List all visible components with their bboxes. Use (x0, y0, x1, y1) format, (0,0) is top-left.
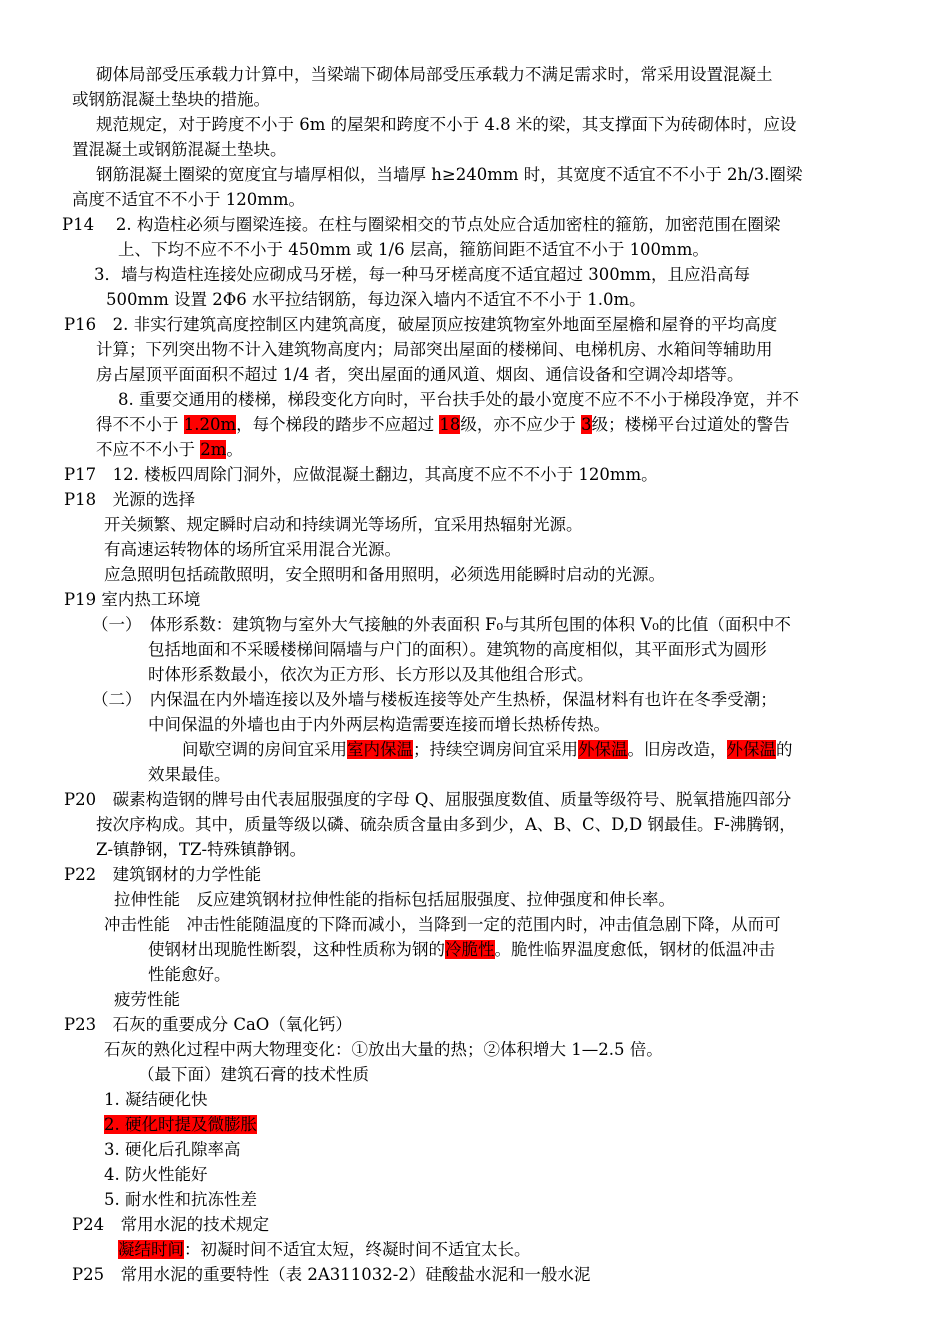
text-segment: P24 常用水泥的技术规定 (72, 1215, 270, 1234)
text-line (104, 1188, 257, 1212)
text-line (106, 288, 646, 312)
text-line (72, 138, 287, 162)
text-line (64, 313, 777, 337)
highlighted-text: 外保温 (578, 740, 628, 759)
text-segment: 中间保温的外墙也由于内外两层构造需要连接而增长热桥传热。 (148, 715, 610, 734)
text-segment: 3．墙与构造柱连接处应砌成马牙槎，每一种马牙槎高度不适宜超过 300mm，且应沿高每 (94, 265, 751, 284)
text-line (62, 213, 780, 237)
text-segment: 冲击性能 冲击性能随温度的下降而减小，当降到一定的范围内时，冲击值急剧下降，从而可 (104, 915, 781, 934)
text-line (104, 1038, 663, 1062)
text-line (118, 388, 799, 412)
text-segment: P18 光源的选择 (64, 490, 196, 509)
text-segment: 。 (226, 440, 243, 459)
text-segment: P20 碳素构造钢的牌号由代表屈服强度的字母 Q、屈服强度数值、质量等级符号、脱氧措施四部分 (64, 790, 792, 809)
text-line (64, 788, 791, 812)
text-line (114, 988, 180, 1012)
text-segment: 房占屋顶平面面积不超过 1/4 者，突出屋面的通风道、烟囱、通信设备和空调冷却塔等。 (96, 365, 744, 384)
text-segment: 得不不小于 (96, 415, 184, 434)
text-line (104, 1163, 208, 1187)
highlighted-text: 18 (439, 415, 461, 434)
text-segment: 或钢筋混凝土垫块的措施。 (72, 90, 270, 109)
highlighted-text: 外保温 (726, 740, 776, 759)
text-segment: 石灰的熟化过程中两大物理变化：①放出大量的热；②体积增大 1—2.5 倍。 (104, 1040, 663, 1059)
text-segment: P25 常用水泥的重要特性（表 2A311032-2）硅酸盐水泥和一般水泥 (72, 1265, 591, 1284)
text-line (96, 438, 243, 462)
text-line (138, 1063, 369, 1087)
text-segment: 间歇空调的房间宜采用 (182, 740, 347, 759)
text-segment: 拉伸性能 反应建筑钢材拉伸性能的指标包括屈服强度、拉伸强度和伸长率。 (114, 890, 675, 909)
text-line (92, 613, 791, 637)
text-segment: 3. 硬化后孔隙率高 (104, 1140, 241, 1159)
text-line (96, 838, 306, 862)
highlighted-text: 凝结时间 (118, 1240, 184, 1259)
text-line (64, 1013, 352, 1037)
text-line (118, 238, 709, 262)
text-line (96, 63, 773, 87)
text-line (96, 163, 802, 187)
text-line (72, 188, 305, 212)
text-line (148, 713, 610, 737)
text-line (64, 588, 200, 612)
text-line (104, 513, 583, 537)
highlighted-text: 3 (581, 415, 592, 434)
text-segment: 1. 凝结硬化快 (104, 1090, 208, 1109)
text-segment: Z-镇静钢，TZ-特殊镇静钢。 (96, 840, 307, 859)
text-segment: 高度不适宜不不小于 120mm。 (72, 190, 306, 209)
text-line (96, 113, 796, 137)
text-segment: 按次序构成。其中，质量等级以磷、硫杂质含量由多到少，A、B、C、D,D 钢最佳。F-沸腾钢， (96, 815, 796, 834)
text-segment: ：初凝时间不适宜太短，终凝时间不适宜太长。 (184, 1240, 531, 1259)
highlighted-text: 室内保温 (347, 740, 413, 759)
text-segment: 4. 防火性能好 (104, 1165, 208, 1184)
text-segment: 500mm 设置 2Φ6 水平拉结钢筋，每边深入墙内不适宜不不小于 1.0m。 (106, 290, 646, 309)
text-line (104, 538, 401, 562)
text-line (104, 1088, 208, 1112)
text-segment: 置混凝土或钢筋混凝土垫块。 (72, 140, 287, 159)
text-segment: 不应不不小于 (96, 440, 201, 459)
text-segment: 的 (776, 740, 793, 759)
text-segment: 效果最佳。 (148, 765, 231, 784)
text-line (148, 663, 594, 687)
text-segment: P23 石灰的重要成分 CaO（氧化钙） (64, 1015, 352, 1034)
text-segment: 5. 耐水性和抗冻性差 (104, 1190, 257, 1209)
text-line (148, 638, 767, 662)
text-line (72, 1263, 590, 1287)
text-segment: 开关频繁、规定瞬时启动和持续调光等场所，宜采用热辐射光源。 (104, 515, 583, 534)
text-segment: 计算；下列突出物不计入建筑物高度内；局部突出屋面的楼梯间、电梯机房、水箱间等辅助用 (96, 340, 773, 359)
text-segment: 包括地面和不采暖楼梯间隔墙与户门的面积）。建筑物的高度相似，其平面形式为圆形 (148, 640, 767, 659)
text-line (94, 263, 750, 287)
text-segment: 钢筋混凝土圈梁的宽度宜与墙厚相似，当墙厚 h≥240mm 时，其宽度不适宜不不小于 2h/3.圈梁 (96, 165, 803, 184)
text-segment: 应急照明包括疏散照明，安全照明和备用照明，必须选用能瞬时启动的光源。 (104, 565, 665, 584)
text-line (96, 813, 796, 837)
text-segment: 疲劳性能 (114, 990, 180, 1009)
text-line (64, 863, 261, 887)
text-segment: （最下面）建筑石膏的技术性质 (138, 1065, 369, 1084)
text-line (104, 1138, 241, 1162)
text-segment: 时体形系数最小，依次为正方形、长方形以及其他组合形式。 (148, 665, 594, 684)
text-line (96, 413, 790, 437)
text-segment: 规范规定，对于跨度不小于 6m 的屋架和跨度不小于 4.8 米的梁，其支撑面下为砖砌体时，应设 (96, 115, 797, 134)
text-line (104, 1113, 257, 1137)
text-segment: 8. 重要交通用的楼梯，梯段变化方向时，平台扶手处的最小宽度不应不不小于梯段净宽，并不 (118, 390, 799, 409)
text-segment: P17 12. 楼板四周除门洞外，应做混凝土翻边，其高度不应不不小于 120mm。 (64, 465, 658, 484)
text-line (148, 963, 231, 987)
text-line (72, 1213, 269, 1237)
text-line (182, 738, 793, 762)
highlighted-text: 1.20m (183, 415, 237, 434)
text-line (64, 488, 195, 512)
text-segment: P22 建筑钢材的力学性能 (64, 865, 262, 884)
text-line (148, 763, 231, 787)
highlighted-text: 冷脆性 (445, 940, 495, 959)
text-segment: 有高速运转物体的场所宜采用混合光源。 (104, 540, 401, 559)
text-line (148, 938, 775, 962)
text-line (64, 463, 658, 487)
text-segment: 。旧房改造， (627, 740, 727, 759)
text-segment: 使钢材出现脆性断裂，这种性质称为钢的 (148, 940, 445, 959)
text-segment: P14 2. 构造柱必须与圈梁连接。在柱与圈梁相交的节点处应合适加密柱的箍筋，加密范围在圈梁 (62, 215, 781, 234)
text-segment: 性能愈好。 (148, 965, 231, 984)
text-segment: （二） 内保温在内外墙连接以及外墙与楼板连接等处产生热桥，保温材料有也许在冬季受潮； (92, 690, 777, 709)
text-line (96, 363, 744, 387)
text-segment: 砌体局部受压承载力计算中，当梁端下砌体局部受压承载力不满足需求时，常采用设置混凝土 (96, 65, 773, 84)
text-segment: 级；楼梯平台过道处的警告 (591, 415, 790, 434)
highlighted-text: 2m (200, 440, 227, 459)
text-line (104, 563, 665, 587)
text-segment: （一） 体形系数：建筑物与室外大气接触的外表面积 F₀与其所包围的体积 V₀的比值（面积中不 (92, 615, 791, 634)
highlighted-text: 2. 硬化时提及微膨胀 (104, 1115, 257, 1134)
text-line (118, 1238, 531, 1262)
text-segment: ；持续空调房间宜采用 (413, 740, 578, 759)
text-segment: 。脆性临界温度愈低，钢材的低温冲击 (494, 940, 775, 959)
text-line (104, 913, 781, 937)
text-segment: 级，亦不应少于 (460, 415, 582, 434)
text-line (92, 688, 777, 712)
text-line (114, 888, 675, 912)
text-segment: 上、下均不应不不小于 450mm 或 1/6 层高，箍筋间距不适宜不小于 100mm。 (118, 240, 709, 259)
text-line (96, 338, 773, 362)
text-segment: ，每个梯段的踏步不应超过 (236, 415, 440, 434)
text-segment: P16 2. 非实行建筑高度控制区内建筑高度，破屋顶应按建筑物室外地面至屋檐和屋脊的平均高度 (64, 315, 778, 334)
text-line (72, 88, 270, 112)
text-segment: P19 室内热工环境 (64, 590, 201, 609)
